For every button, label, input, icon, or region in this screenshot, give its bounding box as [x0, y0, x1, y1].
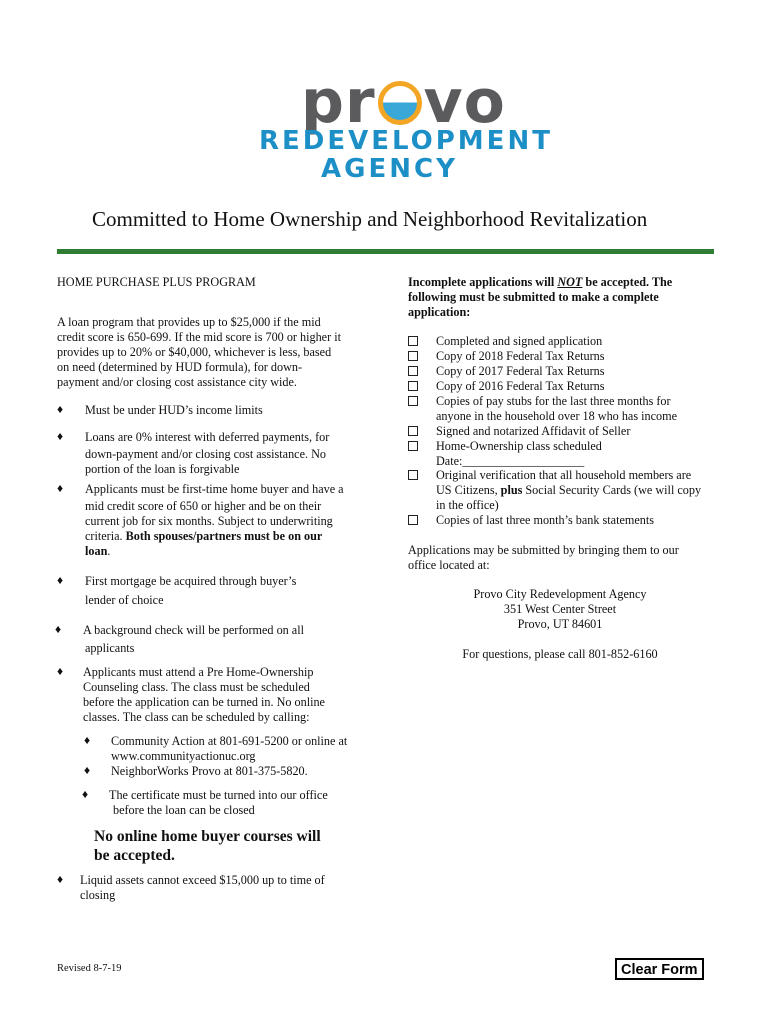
item-tax-2017: Copy of 2017 Federal Tax Returns [436, 364, 605, 378]
item-pay-stubs: Copies of pay stubs for the last three months for anyone in the household over 18 who has income [436, 394, 677, 423]
item-tax-2016: Copy of 2016 Federal Tax Returns [436, 379, 605, 393]
sub-bullet-neighborworks: NeighborWorks Provo at 801-375-5820. [111, 764, 308, 778]
bullet-counseling-class: Applicants must attend a Pre Home-Ownership Counseling class. The class must be scheduled before the application can be turned in. No online classes. The class can be scheduled by calling: [83, 665, 325, 724]
item-bank-statements: Copies of last three month’s bank statements [436, 513, 654, 527]
checkbox-tax-2018[interactable] [408, 351, 418, 361]
bullet-background-check: A background check will be performed on all applicants [83, 623, 304, 655]
bullet-diamond-icon: ♦ [57, 664, 64, 678]
bullet-loan-interest: Loans are 0% interest with deferred payments, for down-payment and/or closing cost assistance. No portion of the loan is forgivable [85, 430, 330, 476]
logo-line-agency: AGENCY [321, 154, 458, 184]
checkbox-tax-2017[interactable] [408, 366, 418, 376]
checkbox-bank-statements[interactable] [408, 515, 418, 525]
green-divider [57, 249, 714, 254]
bullet-diamond-icon: ♦ [57, 573, 64, 587]
bullet-diamond-icon: ♦ [57, 872, 64, 886]
checkbox-signed-application[interactable] [408, 336, 418, 346]
bullet-first-time-buyer: Applicants must be first-time home buyer and have a mid credit score of 650 or higher and be on their current job for six months. Subject to underwriting criteria. Both spouses/partners must be on our loan. [85, 482, 344, 558]
checkbox-tax-2016[interactable] [408, 381, 418, 391]
checkbox-citizenship[interactable] [408, 470, 418, 480]
bullet-diamond-icon: ♦ [57, 481, 64, 495]
item-signed-application: Completed and signed application [436, 334, 603, 348]
tagline: Committed to Home Ownership and Neighborhood Revitalization [92, 207, 648, 231]
checkbox-affidavit[interactable] [408, 426, 418, 436]
logo-line-redevelopment: REDEVELOPMENT [259, 126, 553, 156]
bullet-diamond-icon: ♦ [57, 402, 64, 416]
logo-wordmark: pr vo [301, 67, 506, 137]
mountain-logo-icon [378, 81, 422, 125]
sub-bullet-diamond-icon: ♦ [82, 787, 89, 801]
provo-logo [0, 67, 770, 184]
program-intro: A loan program that provides up to $25,000 if the mid credit score is 650-699. If the mid score is 700 or higher it provides up to 20% or $40,000, whichever is less, based on need (determined by HUD formula), for down- payment and/or closing cost assistance city wide. [57, 315, 341, 389]
sub-bullet-diamond-icon: ♦ [84, 763, 91, 777]
checkbox-class-scheduled[interactable] [408, 441, 418, 451]
sub-bullet-community-action: Community Action at 801-691-5200 or online at www.communityactionuc.org [111, 734, 348, 763]
sub-bullet-certificate: The certificate must be turned into our office before the loan can be closed [109, 788, 328, 817]
item-affidavit: Signed and notarized Affidavit of Seller [436, 424, 631, 438]
contact-phone: For questions, please call 801-852-6160 [462, 647, 658, 661]
bullet-income-limits: Must be under HUD’s income limits [85, 403, 263, 417]
sub-bullet-diamond-icon: ♦ [84, 733, 91, 747]
bullet-first-mortgage: First mortgage be acquired through buyer’s lender of choice [85, 574, 297, 607]
requirements-heading: Incomplete applications will NOT be accepted. The following must be submitted to make a complete application: [408, 275, 673, 319]
item-citizenship: Original verification that all household members are US Citizens, plus Social Security Cards (we will copy in the office) [436, 468, 702, 512]
office-address: Provo City Redevelopment Agency 351 West Center Street Provo, UT 84601 [473, 587, 647, 631]
clear-form-button[interactable]: Clear Form [615, 958, 704, 980]
bullet-diamond-icon: ♦ [57, 429, 64, 443]
revision-date: Revised 8-7-19 [57, 963, 122, 974]
bullet-diamond-icon: ♦ [55, 622, 62, 636]
bullet-liquid-assets: Liquid assets cannot exceed $15,000 up to time of closing [80, 873, 325, 902]
checkbox-pay-stubs[interactable] [408, 396, 418, 406]
no-online-courses-notice: No online home buyer courses will be accepted. [94, 828, 321, 864]
item-tax-2018: Copy of 2018 Federal Tax Returns [436, 349, 605, 363]
program-heading: HOME PURCHASE PLUS PROGRAM [57, 275, 256, 289]
item-class-scheduled: Home-Ownership class scheduled Date:____________________ [436, 439, 602, 468]
submission-instructions: Applications may be submitted by bringing them to our office located at: [408, 543, 679, 572]
